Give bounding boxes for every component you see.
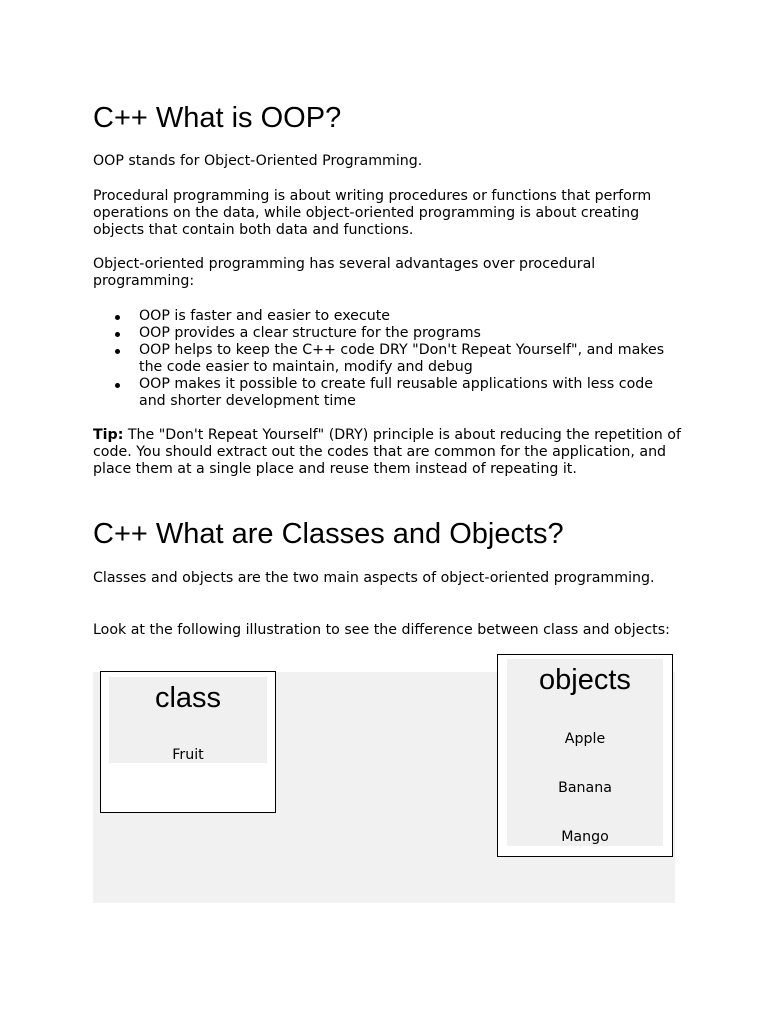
- paragraph-classes-objects-intro: Classes and objects are the two main aspects of object-oriented programming.: [93, 570, 655, 586]
- tip-text: The "Don't Repeat Yourself" (DRY) principle is about reducing the repetition of code. You should extract out the codes that are common for the application, and place them at a single place and reuse them instead of repeating it.: [93, 427, 681, 477]
- advantages-list: [139, 308, 679, 410]
- paragraph-illustration-intro: Look at the following illustration to see the difference between class and objects:: [93, 622, 670, 638]
- objects-box-panel: [507, 659, 663, 846]
- list-item: OOP helps to keep the C++ code DRY "Don't Repeat Yourself", and makes the code easier to maintain, modify and debug: [139, 342, 679, 376]
- list-item: OOP makes it possible to create full reusable applications with less code and shorter development time: [139, 376, 679, 410]
- tip-label: Tip:: [93, 427, 124, 443]
- list-item: OOP provides a clear structure for the programs: [139, 325, 679, 342]
- heading-classes-and-objects: C++ What are Classes and Objects?: [93, 518, 564, 550]
- paragraph-oop-definition: OOP stands for Object-Oriented Programming.: [93, 153, 423, 169]
- heading-what-is-oop: C++ What is OOP?: [93, 102, 342, 134]
- list-item: OOP is faster and easier to execute: [139, 308, 679, 325]
- paragraph-advantages-intro: Object-oriented programming has several advantages over procedural programming:: [93, 256, 596, 289]
- paragraph-tip: [93, 427, 683, 478]
- paragraph-procedural-vs-oop: Procedural programming is about writing procedures or functions that perform operations on the data, while object-oriented programming is about creating objects that contain both data and functions.: [93, 188, 652, 238]
- class-box-title: class: [154, 682, 222, 714]
- objects-box-item-mango: Mango: [561, 829, 609, 845]
- objects-box: [497, 654, 673, 857]
- class-box: [100, 671, 276, 813]
- class-box-panel: [109, 677, 267, 763]
- objects-box-item-apple: Apple: [564, 731, 606, 747]
- objects-box-item-banana: Banana: [558, 780, 612, 796]
- class-box-item-fruit: Fruit: [172, 747, 204, 763]
- objects-box-title: objects: [539, 664, 631, 696]
